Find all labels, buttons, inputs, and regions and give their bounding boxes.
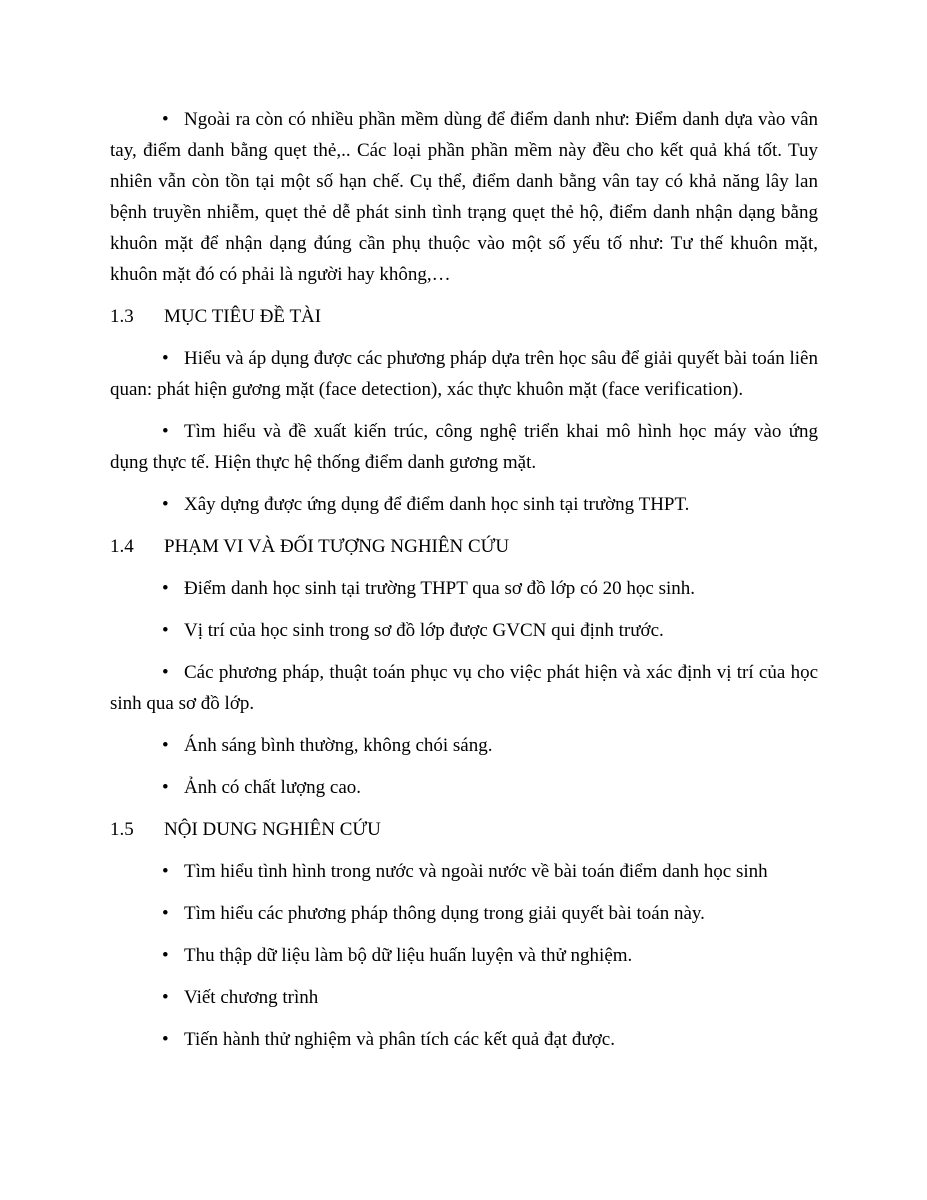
bullet-icon: • [162, 903, 169, 924]
list-item-text: Tìm hiểu tình hình trong nước và ngoài nước về bài toán điểm danh học sinh [184, 861, 768, 882]
document-page [110, 104, 818, 1066]
list-item-text: Điểm danh học sinh tại trường THPT qua sơ đồ lớp có 20 học sinh. [184, 578, 695, 599]
list-item-text: Thu thập dữ liệu làm bộ dữ liệu huấn luyện và thử nghiệm. [184, 945, 633, 966]
list-item-text: Ảnh có chất lượng cao. [184, 777, 362, 798]
bullet-icon: • [162, 620, 169, 641]
list-item [110, 1024, 818, 1055]
section-number: 1.5 [110, 819, 134, 840]
intro-text: Ngoài ra còn có nhiều phần mềm dùng để điểm danh như: Điểm danh dựa vào vân tay, điểm danh bằng quẹt thẻ,.. Các loại phần phần mềm này đều cho kết quả khá tốt. Tuy nhiên vẫn còn tồn tại một số hạn chế. Cụ thể, điểm danh bằng vân tay có khả năng lây lan bệnh truyền nhiễm, quẹt thẻ dễ phát sinh tình trạng quẹt thẻ hộ, điểm danh nhận dạng bằng khuôn mặt để nhận dạng đúng cần phụ thuộc vào một số yếu tố như: Tư thế khuôn mặt, khuôn mặt đó có phải là người hay không,… [110, 109, 818, 285]
list-item [110, 615, 818, 646]
list-item [110, 772, 818, 803]
list-item-text: Tìm hiểu các phương pháp thông dụng trong giải quyết bài toán này. [184, 903, 705, 924]
list-item [110, 573, 818, 604]
section-title: NỘI DUNG NGHIÊN CỨU [164, 819, 381, 840]
list-item [110, 856, 818, 887]
list-item-text: Ánh sáng bình thường, không chói sáng. [184, 735, 493, 756]
list-item-text: Hiểu và áp dụng được các phương pháp dựa trên học sâu để giải quyết bài toán liên quan: phát hiện gương mặt (face detection), xác thực khuôn mặt (face verification). [110, 348, 818, 400]
list-item-text: Vị trí của học sinh trong sơ đồ lớp được GVCN qui định trước. [184, 620, 664, 641]
bullet-icon: • [162, 348, 169, 369]
bullet-icon: • [162, 421, 169, 442]
intro-paragraph [110, 104, 818, 290]
section-number: 1.4 [110, 536, 134, 557]
section-1-3 [110, 301, 818, 520]
list-item-text: Xây dựng được ứng dụng để điểm danh học sinh tại trường THPT. [184, 494, 690, 515]
bullet-icon: • [162, 1029, 169, 1050]
bullet-icon: • [162, 662, 169, 683]
bullet-icon: • [162, 494, 169, 515]
bullet-icon: • [162, 578, 169, 599]
section-title: MỤC TIÊU ĐỀ TÀI [164, 306, 322, 327]
list-item [110, 730, 818, 761]
list-item-text: Viết chương trình [184, 987, 319, 1008]
list-item-text: Các phương pháp, thuật toán phục vụ cho việc phát hiện và xác định vị trí của học sinh qua sơ đồ lớp. [110, 662, 818, 714]
bullet-icon: • [162, 987, 169, 1008]
list-item [110, 343, 818, 405]
section-heading [110, 814, 818, 845]
list-item [110, 489, 818, 520]
list-item [110, 982, 818, 1013]
list-item [110, 657, 818, 719]
bullet-icon: • [162, 945, 169, 966]
list-item [110, 416, 818, 478]
list-item-text: Tìm hiểu và đề xuất kiến trúc, công nghệ triển khai mô hình học máy vào ứng dụng thực tế. Hiện thực hệ thống điểm danh gương mặt. [110, 421, 818, 473]
bullet-icon: • [162, 777, 169, 798]
list-item-text: Tiến hành thử nghiệm và phân tích các kết quả đạt được. [184, 1029, 615, 1050]
section-1-4 [110, 531, 818, 803]
bullet-icon: • [162, 109, 169, 130]
list-item [110, 898, 818, 929]
section-number: 1.3 [110, 306, 134, 327]
section-heading [110, 301, 818, 332]
bullet-icon: • [162, 735, 169, 756]
section-title: PHẠM VI VÀ ĐỐI TƯỢNG NGHIÊN CỨU [164, 536, 510, 557]
list-item [110, 940, 818, 971]
bullet-icon: • [162, 861, 169, 882]
section-heading [110, 531, 818, 562]
section-1-5 [110, 814, 818, 1055]
